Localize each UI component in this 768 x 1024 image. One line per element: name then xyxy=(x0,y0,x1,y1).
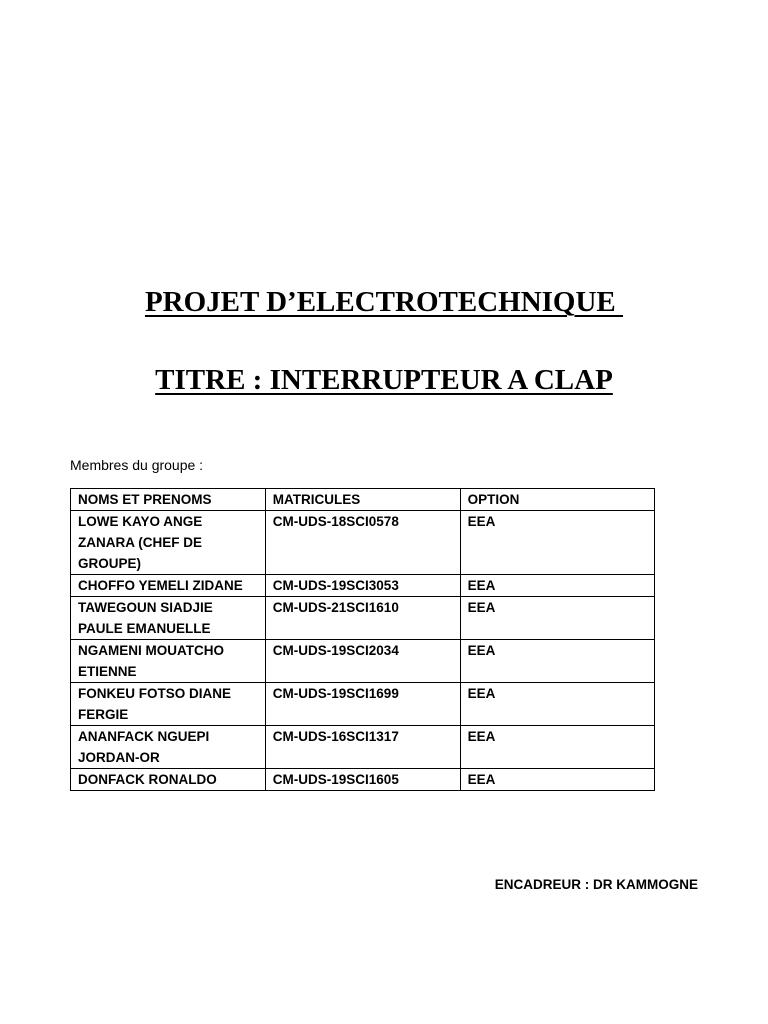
member-option: EEA xyxy=(460,769,654,791)
member-matricule: CM-UDS-19SCI1699 xyxy=(265,683,460,726)
table-row xyxy=(71,683,655,726)
member-name: NGAMENI MOUATCHO ETIENNE xyxy=(71,640,266,683)
member-option: EEA xyxy=(460,575,654,597)
members-label: Membres du groupe : xyxy=(70,457,204,473)
member-option: EEA xyxy=(460,683,654,726)
table-row xyxy=(71,575,655,597)
member-name: ANANFACK NGUEPI JORDAN-OR xyxy=(71,726,266,769)
member-matricule: CM-UDS-18SCI0578 xyxy=(265,511,460,575)
member-option: EEA xyxy=(460,511,654,575)
page-title: PROJET D’ELECTROTECHNIQUE xyxy=(144,286,624,318)
table-row xyxy=(71,597,655,640)
member-name: TAWEGOUN SIADJIE PAULE EMANUELLE xyxy=(71,597,266,640)
member-option: EEA xyxy=(460,597,654,640)
members-table xyxy=(70,488,655,791)
table-row xyxy=(71,726,655,769)
table-row xyxy=(71,511,655,575)
member-matricule: CM-UDS-19SCI1605 xyxy=(265,769,460,791)
member-name: CHOFFO YEMELI ZIDANE xyxy=(71,575,266,597)
header-option: OPTION xyxy=(460,489,654,511)
table-header-row xyxy=(71,489,655,511)
member-option: EEA xyxy=(460,640,654,683)
project-subtitle: TITRE : INTERRUPTEUR A CLAP xyxy=(155,364,613,396)
table-row xyxy=(71,640,655,683)
header-names: NOMS ET PRENOMS xyxy=(71,489,266,511)
member-name: DONFACK RONALDO xyxy=(71,769,266,791)
member-option: EEA xyxy=(460,726,654,769)
member-matricule: CM-UDS-16SCI1317 xyxy=(265,726,460,769)
member-name: LOWE KAYO ANGE ZANARA (CHEF DE GROUPE) xyxy=(71,511,266,575)
table-row xyxy=(71,769,655,791)
member-matricule: CM-UDS-19SCI3053 xyxy=(265,575,460,597)
member-matricule: CM-UDS-21SCI1610 xyxy=(265,597,460,640)
member-matricule: CM-UDS-19SCI2034 xyxy=(265,640,460,683)
member-name: FONKEU FOTSO DIANE FERGIE xyxy=(71,683,266,726)
supervisor-label: ENCADREUR : DR KAMMOGNE xyxy=(494,877,698,892)
header-matricules: MATRICULES xyxy=(265,489,460,511)
